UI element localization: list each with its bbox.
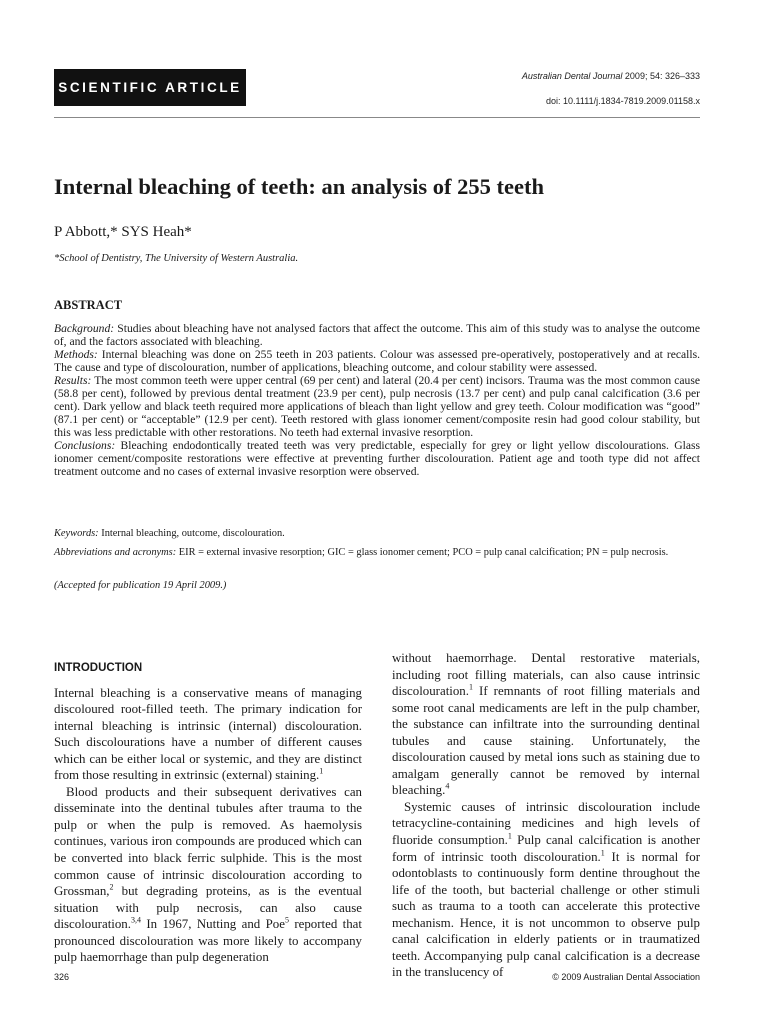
keywords: Keywords: Internal bleaching, outcome, discolouration. <box>54 528 285 539</box>
article-type-badge: SCIENTIFIC ARTICLE <box>54 69 246 106</box>
citation-ref: 3,4 <box>130 915 141 925</box>
methods-label: Methods: <box>54 348 98 361</box>
page-number: 326 <box>54 972 70 982</box>
accepted-date: (Accepted for publication 19 April 2009.) <box>54 580 227 591</box>
paragraph: without haemorrhage. Dental restorative materials, including root filling materials, can also cause intrinsic discolouration.$^1$ If remnants of root filling materials and some root canal medicaments are left in the pulp chamber, the substance can infiltrate into the surrounding dentinal tubules and cause staining. Unfortunately, the discolouration caused by metal ions such as staining due to amalgam generally cannot be removed by internal bleaching.$^4$ <box>392 651 700 798</box>
citation-ref: 2 <box>109 882 114 892</box>
conclusions-label: Conclusions: <box>54 439 116 452</box>
keywords-label: Keywords: <box>54 528 99 539</box>
citation-ref: 4 <box>445 782 450 792</box>
header-divider <box>54 117 700 118</box>
citation-ref: 5 <box>284 915 289 925</box>
abbreviations-label: Abbreviations and acronyms: <box>54 547 177 558</box>
citation-ref: 1 <box>507 831 512 841</box>
author-affiliation: *School of Dentistry, The University of Western Australia. <box>54 253 299 264</box>
author-list: P Abbott,* SYS Heah* <box>54 224 192 240</box>
left-column <box>54 660 362 966</box>
copyright-notice: © 2009 Australian Dental Association <box>552 972 700 982</box>
abstract-results: Results: The most common teeth were upper central (69 per cent) and lateral (20.4 per cent) incisors. Trauma was the most common cause (58.8 per cent), followed by previous dental treatment (23.9 per cent), pulp necrosis (13.7 per cent) and pulp canal calcification (3.6 per cent). Dark yellow and black teeth required more applications of bleach than light yellow and grey teeth. Colour modification was “good” (87.1 per cent) or “acceptable” (12.9 per cent). Teeth restored with glass ionomer cement/composite resin had good colour stability, but this was less predictable with other restorations. No teeth had external invasive resorption. <box>54 374 700 439</box>
abstract-conclusions: Conclusions: Bleaching endodontically treated teeth was very predictable, especially for grey or light yellow discolourations. Glass ionomer cement/composite restorations were effective at preventing further discolouration. Patient age and tooth type did not affect treatment outcome and no cases of external invasive resorption were observed. <box>54 439 700 478</box>
background-label: Background: <box>54 322 115 335</box>
citation-ref: 1 <box>319 766 324 776</box>
abstract-body <box>54 322 700 478</box>
article-title: Internal bleaching of teeth: an analysis of 255 teeth <box>54 174 544 199</box>
paragraph: Internal bleaching is a conservative means of managing discoloured root-filled teeth. The primary indication for internal bleaching is intrinsic (internal) discolouration. Such discolourations have a number of different causes which can be either local or systemic, and they are distinct from those resulting in extrinsic (external) staining.$^1$ <box>54 685 362 783</box>
introduction-heading: INTRODUCTION <box>54 662 143 674</box>
abstract-methods: Methods: Internal bleaching was done on 255 teeth in 203 patients. Colour was assessed pre-operatively, postoperatively and at recalls. The cause and type of discolouration, number of applications, bleaching outcome, and colour stability were assessed. <box>54 348 700 374</box>
citation-ref: 1 <box>600 848 605 858</box>
results-label: Results: <box>54 374 92 387</box>
doi-link[interactable]: doi: 10.1111/j.1834-7819.2009.01158.x <box>546 96 700 106</box>
journal-volume-pages: 2009; 54: 326–333 <box>622 71 700 81</box>
abstract-background: Background: Studies about bleaching have not analysed factors that affect the outcome. This aim of this study was to analyse the outcome of, and the factors associated with bleaching. <box>54 322 700 348</box>
journal-citation <box>522 71 700 81</box>
journal-name: Australian Dental Journal <box>521 71 623 81</box>
abbreviations: Abbreviations and acronyms: EIR = external invasive resorption; GIC = glass ionomer cement; PCO = pulp canal calcification; PN = pulp necrosis. <box>54 547 669 558</box>
right-column <box>392 650 700 981</box>
paragraph: Systemic causes of intrinsic discolouration include tetracycline-containing medicines and high levels of fluoride consumption.$^1$ Pulp canal calcification is another form of intrinsic tooth discolouration.$^1$ It is normal for odontoblasts to continuously form dentine throughout the life of the tooth, but bacterial challenge or other stimuli such as trauma to a tooth can accelerate this protective mechanism. Hence, it is not uncommon to observe pulp canal calcification in elderly patients or in traumatized teeth. Accompanying pulp canal calcification is a decrease in the translucency of <box>392 799 700 980</box>
paragraph: Blood products and their subsequent derivatives can disseminate into the dentinal tubules after trauma to the pulp or when the pulp is removed. As haemolysis continues, various iron compounds are produced which can be converted into black ferric sulphide. This is the most common cause of intrinsic discolouration according to Grossman,$^2$ but degrading proteins, as is the eventual situation with pulp necrosis, can also cause discolouration.$^{3,4}$ In 1967, Nutting and Poe$^5$ reported that pronounced discolouration was more likely to accompany pulp haemorrhage than pulp degeneration <box>54 784 362 965</box>
abstract-heading: ABSTRACT <box>54 298 123 312</box>
citation-ref: 1 <box>468 682 473 692</box>
